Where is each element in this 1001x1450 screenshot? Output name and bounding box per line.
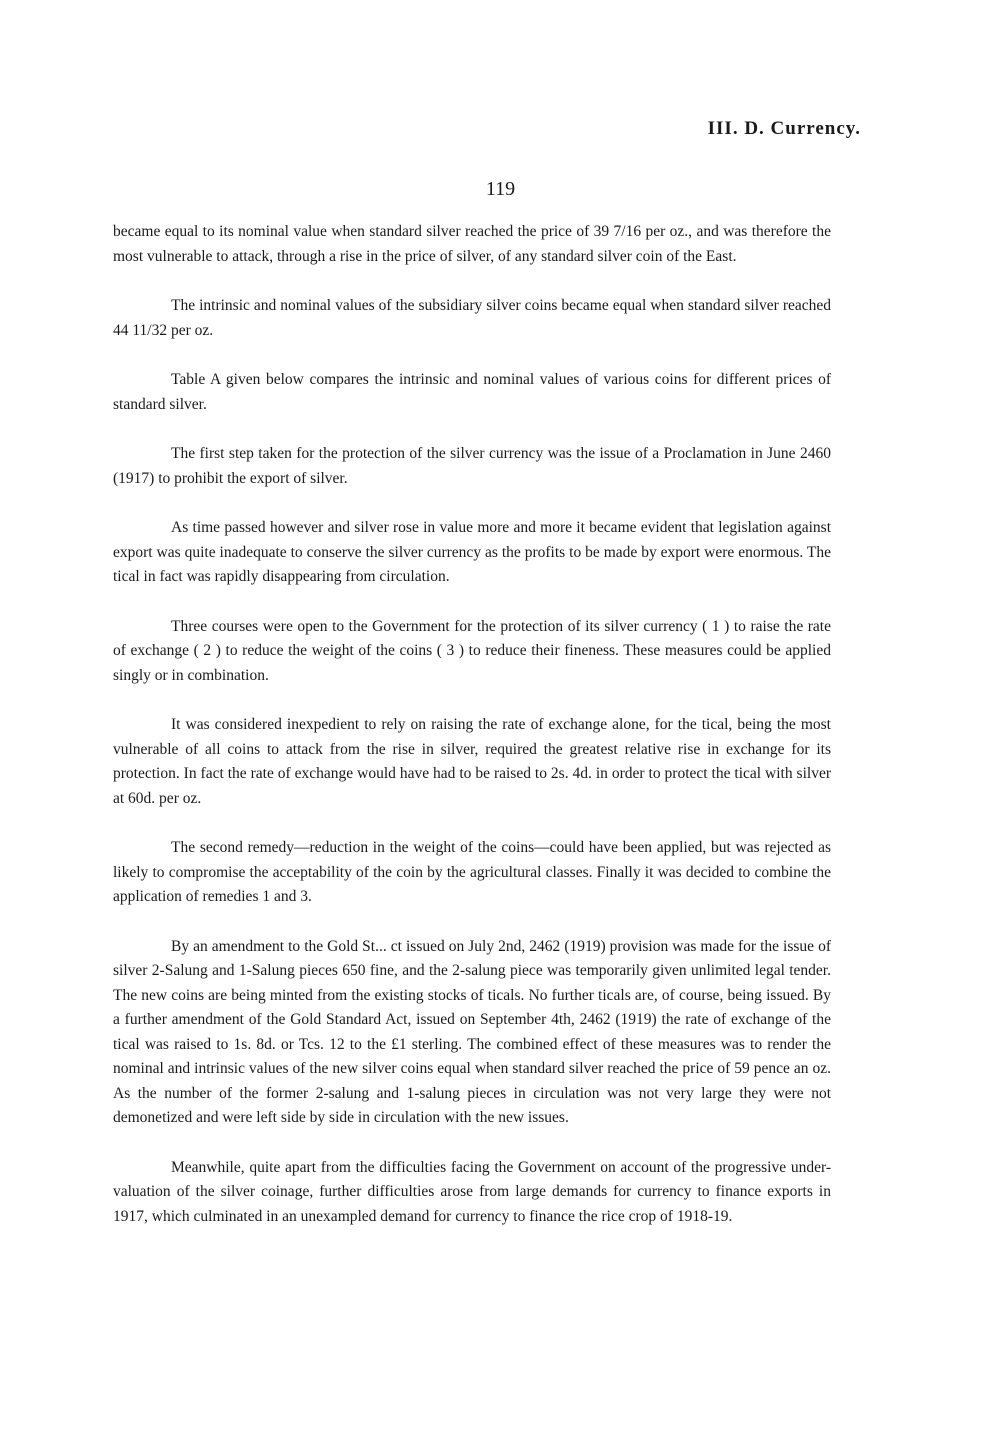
paragraph: As time passed however and silver rose in value more and more it became evident that legislation against export was quite inadequate to conserve the silver currency as the profits to be made by export were enormous. The tical in fact was rapidly disappearing from circulation. [113, 519, 831, 585]
section-header: III. D. Currency. [707, 118, 861, 139]
paragraph: By an amendment to the Gold St... ct issued on July 2nd, 2462 (1919) provision was made for the issue of silver 2-Salung and 1-Salung pieces 650 fine, and the 2-salung piece was temporarily given unlimited legal tender. The new coins are being minted from the existing stocks of ticals. No further ticals are, of course, being issued. By a further amendment of the Gold Standard Act, issued on September 4th, 2462 (1919) the rate of exchange of the tical was raised to 1s. 8d. or Tcs. 12 to the £1 sterling. The combined effect of these measures was to render the nominal and intrinsic values of the new silver coins equal when standard silver reached the price of 59 pence an oz. As the number of the former 2-salung and 1-salung pieces in circulation was not very large they were not demonetized and were left side by side in circulation with the new issues. [113, 937, 831, 1126]
paragraph: Meanwhile, quite apart from the difficulties facing the Government on account of the progressive under-valuation of the silver coinage, further difficulties arose from large demands for currency to finance exports in 1917, which culminated in an unexampled demand for currency to finance the rice crop of 1918-19. [113, 1158, 831, 1225]
paragraph: The second remedy—reduction in the weight of the coins—could have been applied, but was rejected as likely to compromise the acceptability of the coin by the agricultural classes. Finally it was decided to combine the application of remedies 1 and 3. [113, 839, 831, 905]
body-text [113, 220, 831, 1254]
paragraph: It was considered inexpedient to rely on raising the rate of exchange alone, for the tical, being the most vulnerable of all coins to attack from the rise in silver, required the greatest relative rise in exchange for its protection. In fact the rate of exchange would have had to be raised to 2s. 4d. in order to protect the tical with silver at 60d. per oz. [113, 716, 831, 807]
paragraph: Three courses were open to the Government for the protection of its silver currency ( 1 ) to raise the rate of exchange ( 2 ) to reduce the weight of the coins ( 3 ) to reduce their fineness. These measures could be applied singly or in combination. [113, 617, 831, 684]
paragraph: The intrinsic and nominal values of the subsidiary silver coins became equal when standard silver reached 44 11/32 per oz. [113, 297, 831, 339]
paragraph: The first step taken for the protection of the silver currency was the issue of a Proclamation in June 2460 (1917) to prohibit the export of silver. [113, 445, 831, 487]
paragraph: became equal to its nominal value when standard silver reached the price of 39 7/16 per oz., and was therefore the most vulnerable to attack, through a rise in the price of silver, of any standard silver coin of the East. [113, 223, 831, 265]
paragraph: Table A given below compares the intrinsic and nominal values of various coins for different prices of standard silver. [113, 371, 831, 413]
page-number: 119 [485, 178, 516, 200]
